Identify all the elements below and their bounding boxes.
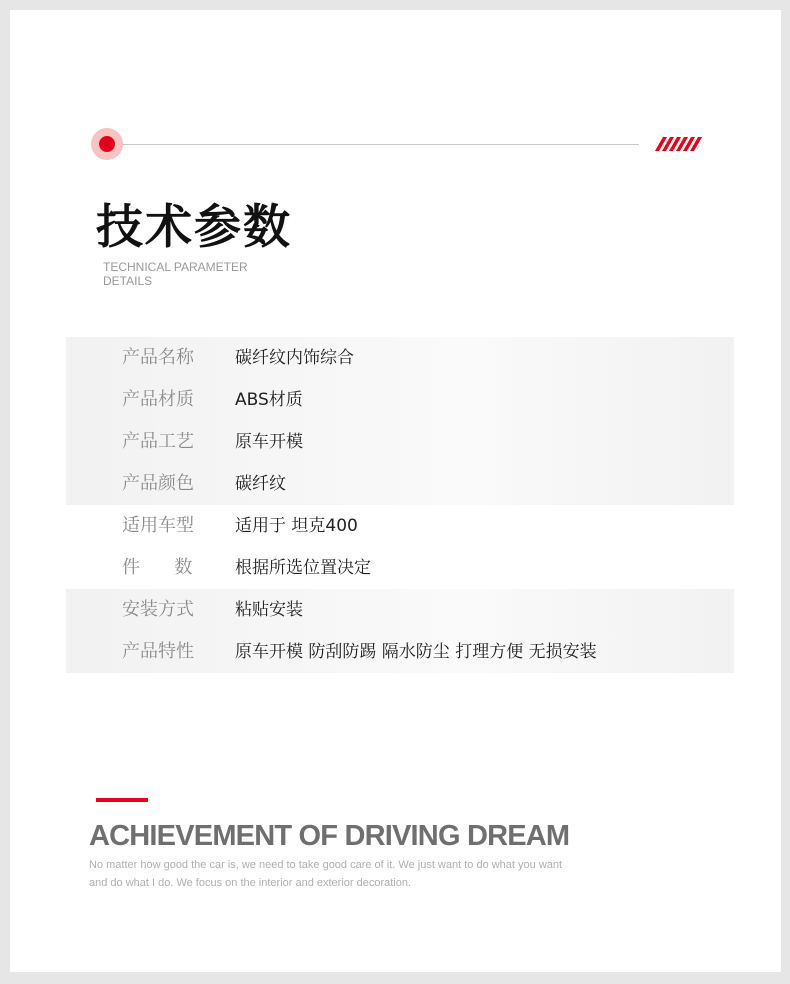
footer-description bbox=[89, 856, 589, 892]
spec-value: 原车开模 防刮防踢 隔水防尘 打理方便 无损安装 bbox=[235, 642, 597, 662]
spec-value: 粘贴安装 bbox=[235, 600, 303, 620]
spec-label: 产品材质 bbox=[122, 389, 194, 410]
spec-row bbox=[66, 631, 734, 673]
subtitle-line-2: DETAILS bbox=[103, 274, 153, 288]
spec-row bbox=[66, 547, 734, 589]
page-subtitle bbox=[103, 260, 303, 288]
spec-value: 碳纤纹 bbox=[235, 474, 286, 494]
subtitle-line-1: TECHNICAL PARAMETER bbox=[103, 260, 248, 274]
header-dot-icon bbox=[91, 128, 123, 160]
spec-label: 产品颜色 bbox=[122, 473, 194, 494]
spec-row bbox=[66, 463, 734, 505]
footer-text-line-2: and do what I do. We focus on the interior and exterior decoration. bbox=[89, 877, 412, 889]
spec-row bbox=[66, 421, 734, 463]
footer-accent-bar bbox=[96, 798, 148, 802]
spec-label: 产品名称 bbox=[122, 347, 194, 368]
spec-row bbox=[66, 337, 734, 379]
spec-label: 产品工艺 bbox=[122, 431, 194, 452]
footer-heading: ACHIEVEMENT OF DRIVING DREAM bbox=[89, 820, 570, 852]
spec-row bbox=[66, 589, 734, 631]
spec-label: 件 数 bbox=[122, 557, 193, 578]
spec-label: 适用车型 bbox=[122, 515, 194, 536]
spec-value: 碳纤纹内饰综合 bbox=[235, 348, 354, 368]
header-divider bbox=[123, 144, 639, 145]
spec-value: 根据所选位置决定 bbox=[235, 558, 371, 578]
slashes-decoration-icon bbox=[659, 137, 715, 151]
spec-value: ABS材质 bbox=[235, 390, 303, 410]
footer-text-line-1: No matter how good the car is, we need to take good care of it. We just want to do what you want bbox=[89, 859, 563, 871]
spec-row bbox=[66, 505, 734, 547]
spec-row bbox=[66, 379, 734, 421]
page-title: 技术参数 bbox=[96, 200, 292, 255]
spec-label: 安装方式 bbox=[122, 599, 194, 620]
header-dot-core bbox=[99, 136, 115, 152]
spec-table bbox=[66, 337, 734, 675]
spec-value: 原车开模 bbox=[235, 432, 303, 452]
spec-label: 产品特性 bbox=[122, 641, 194, 662]
spec-value: 适用于 坦克400 bbox=[235, 516, 358, 536]
